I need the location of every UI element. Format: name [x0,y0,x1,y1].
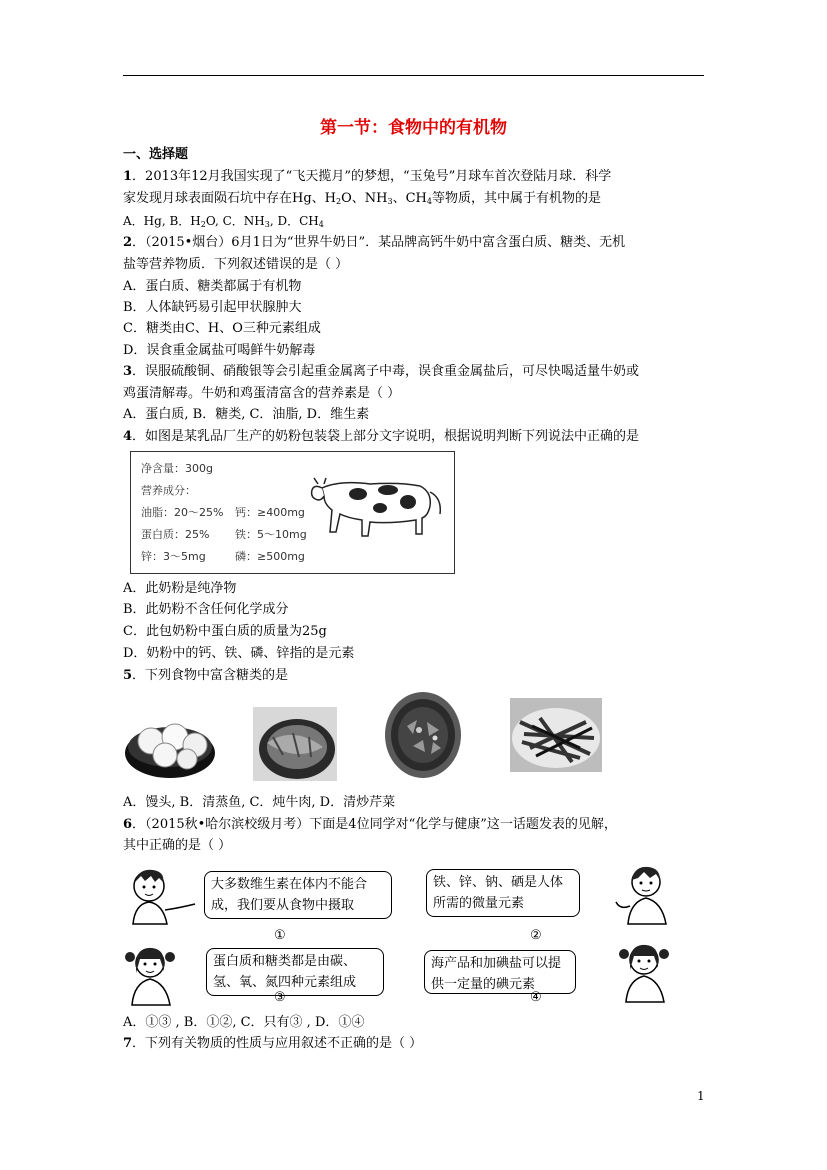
steamed-fish-image [253,707,337,781]
question-1-line-2: 家发现月球表面陨石坑中存在Hg、$H_2O$、$NH_3$、$CH_4$等物质，其中属于有机物的是 [123,191,601,206]
question-3-line-2: 鸡蛋清解毒。牛奶和鸡蛋清富含的营养素是（ ） [123,386,401,401]
question-5-line-1: 5．下列食物中富含糖类的是 [123,668,289,683]
student-girl-1-illustration [124,943,184,1007]
question-6-line-1: 6．（2015秋•哈尔滨校级月考）下面是4位同学对“化学与健康”这一话题发表的见解， [123,817,617,832]
question-4-option-d: D．奶粉中的钙、铁、磷、锌指的是元素 [123,646,355,661]
stewed-beef-image [383,690,463,780]
speech-bubble-1: 大多数维生素在体内不能合成，我们要从食物中摄取 [204,871,392,919]
question-4-line-1: 4．如图是某乳品厂生产的奶粉包装袋上部分文字说明，根据说明判断下列说法中正确的是 [123,429,640,444]
student-girl-2-illustration [610,938,672,1004]
label-nutrition: 营养成分： [141,484,196,497]
label-calcium: 钙：≥400mg [235,506,305,519]
label-circle-2: ② [530,928,542,943]
question-4-option-a: A．此奶粉是纯净物 [123,581,237,596]
label-zinc: 锌：3～5mg [141,550,206,563]
page-number: 1 [697,1089,705,1103]
page-title: 第一节：食物中的有机物 [320,118,507,138]
label-circle-4: ④ [530,990,542,1005]
label-fat: 油脂：20～25% [141,506,224,519]
question-2-option-b: B．人体缺钙易引起甲状腺肿大 [123,300,302,315]
label-circle-1: ① [274,928,286,943]
question-3-options: A．蛋白质, B．糖类, C．油脂, D．维生素 [123,407,370,422]
label-iron: 铁：5～10mg [235,528,307,541]
steamed-buns-image [123,707,217,781]
header-rule [123,75,704,76]
label-phosphorus: 磷：≥500mg [235,550,305,563]
speech-bubble-4: 海产品和加碘盐可以提供一定量的碘元素 [424,950,576,994]
question-3-line-1: 3．误服硫酸铜、硝酸银等会引起重金属离子中毒，误食重金属盐后，可尽快喝适量牛奶或 [123,364,640,379]
label-circle-3: ③ [274,990,286,1005]
question-4-option-b: B．此奶粉不含任何化学成分 [123,602,289,617]
question-5-options: A．馒头, B．清蒸鱼, C．炖牛肉, D．清炒芹菜 [123,795,396,810]
question-2-line-1: 2．（2015•烟台）6月1日为“世界牛奶日”．某品牌高钙牛奶中富含蛋白质、糖类、无机 [123,235,626,250]
student-boy-2-illustration [614,862,674,926]
question-4-option-c: C．此包奶粉中蛋白质的质量为25g [123,624,327,639]
speech-bubble-3: 蛋白质和糖类都是由碳、氢、氧、氮四种元素组成 [206,948,384,996]
question-1-line-1: 1．2013年12月我国实现了“飞天揽月”的梦想，“玉兔号”月球车首次登陆月球．科学 [123,169,612,184]
question-6-line-2: 其中正确的是（ ） [123,838,232,853]
cow-illustration [310,470,450,540]
label-protein: 蛋白质：25% [141,528,210,541]
question-6-options: A．①③ , B．①②, C．只有③ , D．①④ [123,1015,365,1030]
label-net-weight: 净含量：300g [141,462,213,475]
student-boy-1-illustration [125,866,197,926]
stir-fried-celery-image [510,698,602,772]
question-7-line-1: 7．下列有关物质的性质与应用叙述不正确的是（ ） [123,1036,423,1051]
speech-bubble-2: 铁、锌、钠、硒是人体所需的微量元素 [426,869,580,917]
question-2-option-a: A．蛋白质、糖类都属于有机物 [123,279,302,294]
question-2-line-2: 盐等营养物质．下列叙述错误的是（ ） [123,257,349,272]
question-1-options: A．Hg, B．$H_2O$, C．$NH_3$, D．$CH_4$ [123,214,324,229]
question-2-option-d: D．误食重金属盐可喝鲜牛奶解毒 [123,343,316,358]
question-2-option-c: C．糖类由C、H、O三种元素组成 [123,321,321,336]
section-heading: 一、选择题 [123,147,189,162]
